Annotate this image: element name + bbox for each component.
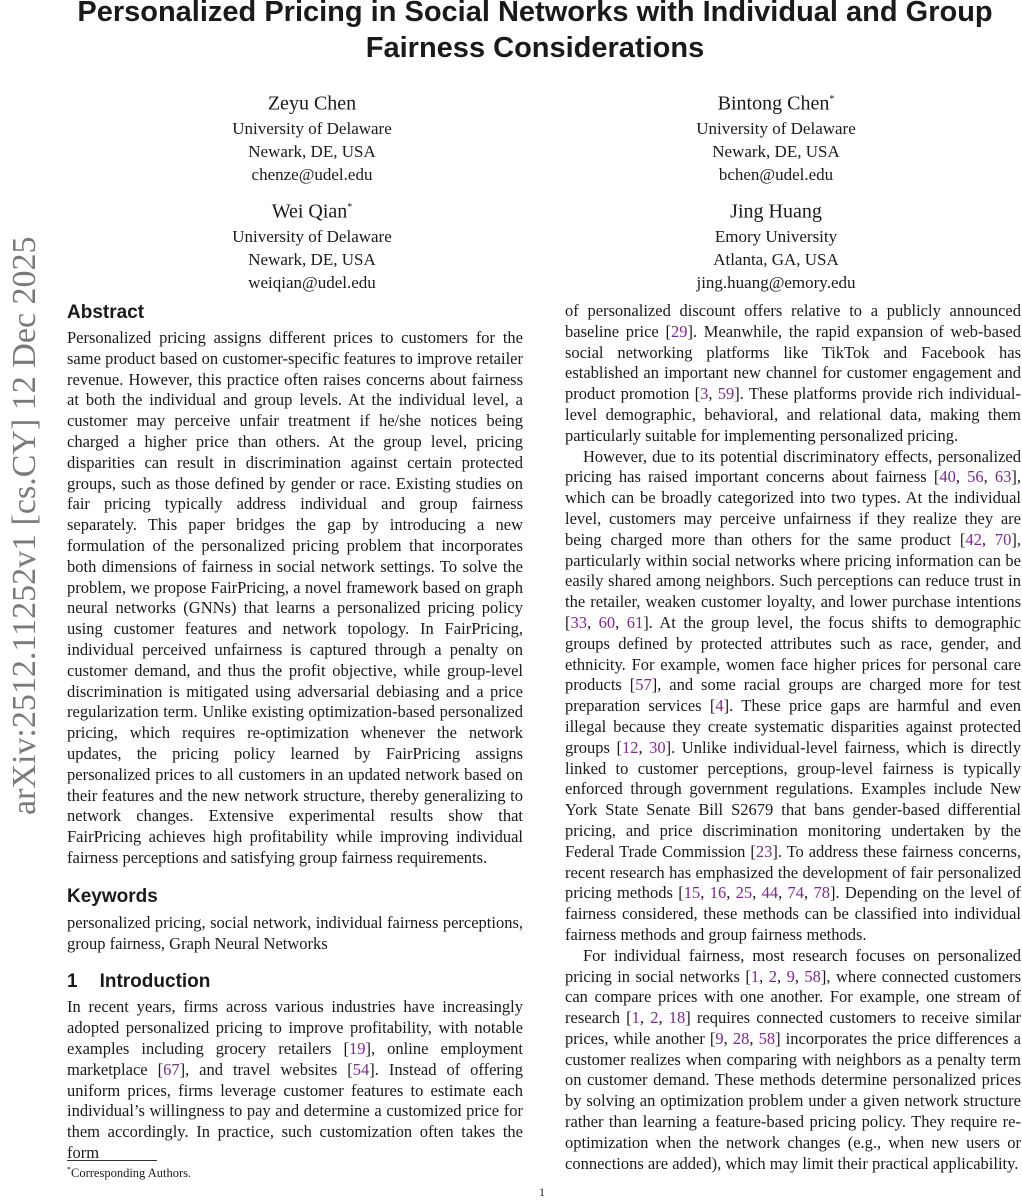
- paragraph-text: ,: [752, 883, 762, 903]
- paragraph-text: ] requires connected customers to receive similar prices, while another [: [565, 1008, 1022, 1048]
- citation-link[interactable]: 2: [650, 1008, 659, 1028]
- section-title: Introduction: [99, 971, 211, 993]
- paragraph-text: ]. Depending on the level of fairness considered, these methods can be classified into individual fairness methods and group fairness methods.: [565, 883, 1022, 944]
- page-number: 1: [539, 1185, 545, 1199]
- section-heading: [67, 970, 523, 994]
- author-name: Bintong Chen: [717, 92, 830, 115]
- citation-link[interactable]: 59: [717, 384, 735, 404]
- citation-link[interactable]: 58: [804, 966, 821, 986]
- arxiv-identifier: arXiv:2512.11252v1 [cs.CY] 12 Dec 2025: [6, 236, 43, 815]
- citation-link[interactable]: 9: [715, 1028, 724, 1048]
- citation-link[interactable]: 54: [352, 1059, 370, 1079]
- footnote: *Corresponding Authors.: [67, 1165, 192, 1181]
- citation-link[interactable]: 1: [631, 1008, 640, 1028]
- paragraph-text: ], and some racial groups are charged more for test preparation services [: [565, 675, 1021, 716]
- citation-link[interactable]: 1: [750, 966, 760, 986]
- citation-link[interactable]: 19: [348, 1038, 366, 1058]
- footnote-rule: [67, 1160, 157, 1161]
- paragraph-text: ,: [804, 883, 814, 903]
- citation-link[interactable]: 56: [967, 467, 984, 487]
- right-column: [565, 301, 1021, 1174]
- author-block: [626, 195, 926, 294]
- paragraph-text: ] incorporates the price differences a customer realizes when comparing with neighbors as a penalty term on customer demand. These methods determine personalized prices by solving an optimization problem under a given network structure rather than learning a feature-based pricing policy. They require re-optimization when the network changes (e.g., when new users or connections are added), which may limit their practical applicability.: [565, 1028, 1022, 1173]
- author-location: Atlanta, GA, USA: [713, 249, 839, 269]
- author-affiliation: University of Delaware: [232, 118, 392, 138]
- paragraph-text: ,: [981, 529, 995, 549]
- citation-link[interactable]: 58: [758, 1028, 776, 1048]
- author-affiliation: University of Delaware: [232, 226, 392, 246]
- citation-link[interactable]: 15: [683, 883, 701, 903]
- citation-link[interactable]: 25: [735, 883, 753, 903]
- citation-link[interactable]: 28: [732, 1028, 750, 1048]
- paragraph-text: ,: [658, 1008, 669, 1028]
- intro-paragraph: [565, 447, 1021, 946]
- author-name: Jing Huang: [730, 200, 822, 223]
- author-email: chenze@udel.edu: [251, 164, 373, 184]
- paragraph-text: ,: [794, 966, 805, 986]
- paragraph-text: ,: [708, 384, 718, 404]
- paragraph-text: ]. Instead of offering uniform prices, firms leverage customer features to estimate each individual’s willingness to pay and determine a customized price for them accordingly. In practice, such customization often takes the form: [67, 1059, 524, 1162]
- paragraph-text: ]. Meanwhile, the rapid expansion of web-based social networking platforms like TikTok and Facebook has established an important new channel for customer engagement and product promotion [: [565, 321, 1021, 404]
- author-affiliation: University of Delaware: [696, 118, 856, 138]
- paragraph-text: ,: [726, 883, 736, 903]
- paragraph-text: ]. These platforms provide rich individual-level demographic, behavioral, and relational data, making them particularly suitable for implementing personalized pricing.: [565, 384, 1021, 445]
- intro-paragraph: [565, 946, 1021, 1175]
- intro-paragraph: [67, 997, 523, 1163]
- citation-link[interactable]: 9: [786, 966, 795, 986]
- author-affiliation: Emory University: [714, 226, 838, 246]
- paragraph-text: ], online employment marketplace [: [67, 1038, 523, 1079]
- paragraph-text: ]. To address these fairness concerns, recent research has emphasized the development of fair personalized pricing methods [: [565, 841, 1021, 903]
- paragraph-text: ,: [955, 467, 968, 487]
- paragraph-text: ]. These price gaps are harmful and even illegal because they create systematic disparities against protected groups [: [565, 696, 1021, 757]
- paragraph-text: For individual fairness, most research focuses on personalized pricing in social networks [: [565, 945, 1021, 986]
- abstract-heading: Abstract: [67, 302, 145, 323]
- paragraph-text: ,: [749, 1028, 759, 1048]
- citation-link[interactable]: 18: [668, 1008, 686, 1028]
- author-email: weiqian@udel.edu: [248, 272, 376, 292]
- left-column: [67, 301, 523, 1164]
- citation-link[interactable]: 29: [670, 321, 688, 341]
- citation-link[interactable]: 63: [994, 467, 1012, 487]
- author-email: bchen@udel.edu: [718, 164, 834, 184]
- paragraph-text: However, due to its potential discriminatory effects, personalized pricing has raised important concerns about fairness [: [565, 446, 1021, 487]
- author-block: [162, 87, 462, 186]
- citation-link[interactable]: 4: [715, 696, 724, 716]
- citation-link[interactable]: 61: [626, 612, 644, 632]
- paragraph-text: ], and travel websites [: [179, 1059, 353, 1079]
- paragraph-text: ,: [723, 1028, 733, 1048]
- author-location: Newark, DE, USA: [712, 141, 840, 161]
- citation-link[interactable]: 60: [598, 612, 616, 632]
- paragraph-text: ], which can be broadly categorized into two types. At the individual level, customers may perceive unfairness if they realize they are being charged more than others for the same product [: [565, 467, 1022, 549]
- citation-link[interactable]: 2: [768, 966, 777, 986]
- keywords-text: personalized pricing, social network, individual fairness perceptions, group fairness, Graph Neural Networks: [67, 912, 523, 953]
- paragraph-text: ,: [778, 883, 788, 903]
- author-name: Zeyu Chen: [267, 92, 357, 115]
- paragraph-text: ,: [638, 737, 650, 757]
- author-name: Wei Qian: [271, 200, 348, 223]
- citation-link[interactable]: 33: [570, 612, 587, 632]
- citation-link[interactable]: 44: [761, 883, 779, 903]
- citation-link[interactable]: 57: [635, 675, 652, 695]
- paragraph-text: In recent years, firms across various industries have increasingly adopted personalized pricing to improve profitability, with notable examples including grocery retailers [: [67, 997, 523, 1058]
- citation-link[interactable]: 3: [700, 384, 709, 404]
- citation-link[interactable]: 67: [163, 1059, 180, 1079]
- paragraph-text: ], where connected customers can compare prices with one another. For example, one stream of research [: [565, 966, 1022, 1028]
- intro-paragraph: [565, 301, 1021, 447]
- paragraph-text: of personalized discount offers relative to a publicly announced baseline price [: [565, 301, 1021, 341]
- citation-link[interactable]: 42: [965, 529, 982, 549]
- paragraph-text: ,: [639, 1008, 651, 1028]
- author-block: Wei Qian* University of Delaware Newark, DE, USA weiqian@udel.edu: [162, 195, 462, 294]
- paragraph-text: ,: [759, 966, 769, 986]
- paragraph-text: ,: [700, 883, 710, 903]
- paper-title: Personalized Pricing in Social Networks with Individual and Group Fairness Considerations: [77, 0, 993, 64]
- footnote-text: Corresponding Authors.: [71, 1166, 192, 1181]
- author-location: Newark, DE, USA: [248, 249, 376, 269]
- paragraph-text: ], particularly within social networks where pricing information can be easily shared among neighbors. Such perceptions can reduce trust in the retailer, weaken customer loyalty, and lower purchase intentions [: [565, 529, 1022, 632]
- citation-link[interactable]: 40: [939, 467, 956, 487]
- citation-link[interactable]: 23: [755, 841, 773, 861]
- citation-link[interactable]: 78: [813, 883, 830, 903]
- author-email: jing.huang@emory.edu: [696, 272, 856, 292]
- citation-link[interactable]: 30: [649, 737, 666, 757]
- paragraph-text: ,: [776, 966, 787, 986]
- keywords-heading: Keywords: [67, 885, 158, 907]
- citation-link[interactable]: 74: [787, 883, 805, 903]
- citation-link[interactable]: 16: [709, 883, 727, 903]
- citation-link[interactable]: 12: [621, 737, 639, 757]
- citation-link[interactable]: 70: [994, 529, 1012, 549]
- paragraph-text: ,: [615, 612, 627, 632]
- paragraph-text: ]. At the group level, the focus shifts to demographic groups defined by protected attributes such as race, gender, and ethnicity. For example, women face higher prices for personal care products [: [565, 612, 1022, 695]
- author-block: Bintong Chen* University of Delaware Newark, DE, USA bchen@udel.edu: [626, 87, 926, 186]
- abstract-text: Personalized pricing assigns different prices to customers for the same product based on customer-specific features to improve retailer revenue. However, this practice often raises concerns about fairness at both the individual and group levels. At the individual level, a customer may perceive unfair treatment if he/she notices being charged a higher price than others. At the group level, pricing disparities can result in discrimination against certain protected groups, such as those defined by gender or race. Existing studies on fair pricing typically address individual and group fairness separately. This paper bridges the gap by introducing a new formulation of the personalized pricing problem that incorporates both dimensions of fairness in social network settings. To solve the problem, we propose FairPricing, a novel framework based on graph neural networks (GNNs) that learns a personalized pricing policy using customer features and network topology. In FairPricing, individual perceived unfairness is captured through a penalty on customer demand, and thus the profit objective, while group-level discrimination is mitigated using adversarial debiasing and a price regularization term. Unlike existing optimization-based personalized pricing, which requires re-optimization whenever the network updates, the pricing policy learned by FairPricing assigns personalized prices to all customers in an updated network based on their features and the new network structure, thereby generalizing to network changes. Extensive experimental results show that FairPricing achieves high profitability while improving individual fairness perceptions and satisfying group fairness requirements.: [67, 328, 523, 867]
- section-number: 1: [67, 971, 78, 993]
- author-location: Newark, DE, USA: [248, 141, 376, 161]
- paragraph-text: ,: [983, 467, 995, 487]
- paragraph-text: ]. Unlike individual-level fairness, which is directly linked to customer perceptions, group-level fairness is typically enforced through government regulations. Examples include New York State Senate Bill S2679 that bans gender-based differential pricing, and price discrimination monitoring undertaken by the Federal Trade Commission [: [565, 737, 1021, 861]
- paragraph-text: ,: [587, 612, 599, 632]
